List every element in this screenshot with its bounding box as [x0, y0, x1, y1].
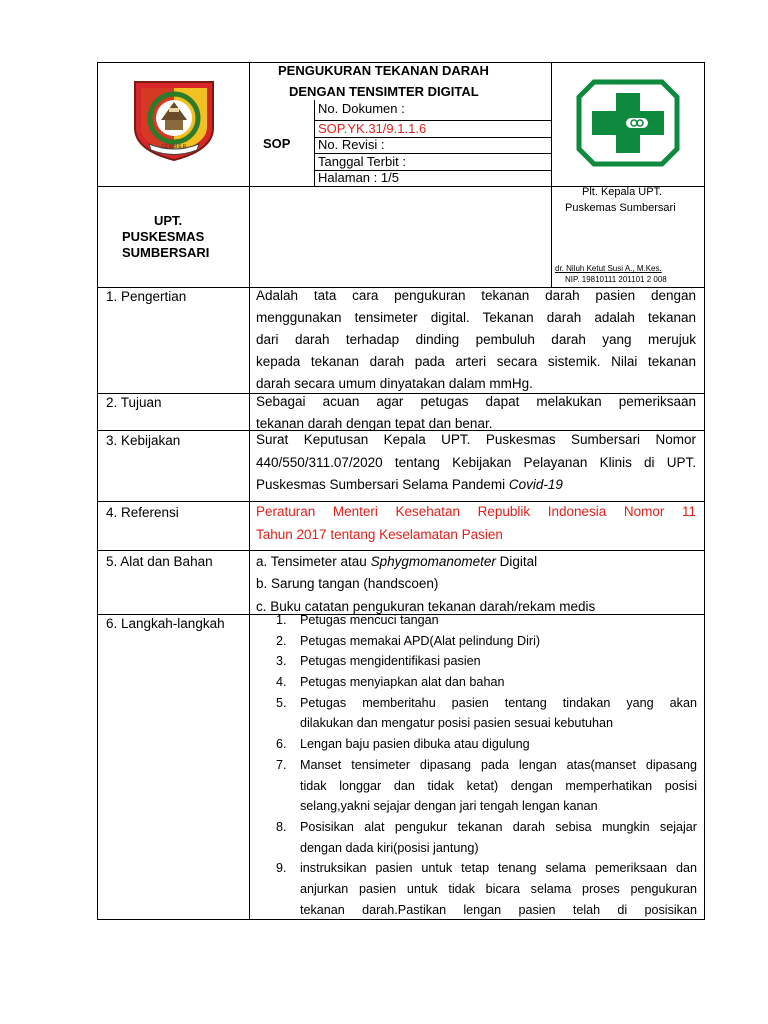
step-text-line: anjurkan pasien untuk tidak bicara selama proses pengukuran — [300, 882, 697, 897]
step-number: 3. — [276, 654, 287, 669]
pengertian-line: menggunakan tensimeter digital. Tekanan darah adalah tekanan — [256, 310, 696, 325]
step-text-line: Petugas memakai APD(Alat pelindung Diri) — [300, 633, 541, 648]
step-text-line: Lengan baju pasien dibuka atau digulung — [300, 737, 530, 752]
step-text-line: dengan dada kiri(posisi jantung) — [300, 840, 479, 855]
step-number: 2. — [276, 633, 287, 648]
doc-number-value: SOP.YK.31/9.1.1.6 — [318, 121, 427, 136]
step-number: 7. — [276, 757, 287, 772]
pengertian-line: kepada tekanan darah pada arteri secara sistemik. Nilai tekanan — [256, 354, 696, 369]
signer-title-line-2: Puskemas Sumbersari — [565, 202, 676, 214]
org-name-line-2: PUSKESMAS — [122, 229, 205, 244]
section-label-referensi: 4. Referensi — [106, 505, 179, 520]
section-label-langkah: 6. Langkah-langkah — [106, 616, 225, 631]
section-label-tujuan: 2. Tujuan — [106, 395, 162, 410]
kebijakan-line-text: Puskesmas Sumbersari Selama Pandemi — [256, 477, 509, 492]
revision-number: No. Revisi : — [318, 137, 385, 152]
kebijakan-line — [256, 477, 696, 492]
step-number: 5. — [276, 695, 287, 710]
kebijakan-italic-covid: Covid-19 — [508, 477, 563, 492]
step-text-line: tidak longgar dan tidak ketat) dengan memperhatikan posisi — [300, 778, 697, 793]
tujuan-line: Sebagai acuan agar petugas dapat melakukan pemeriksaan — [256, 394, 696, 409]
pengertian-line: Adalah tata cara pengukuran tekanan darah pasien dengan — [256, 288, 696, 303]
section-label-kebijakan: 3. Kebijakan — [106, 433, 181, 448]
referensi-line: Peraturan Menteri Kesehatan Republik Indonesia Nomor 11 — [256, 504, 696, 519]
step-number: 8. — [276, 820, 287, 834]
referensi-line: Tahun 2017 tentang Keselamatan Pasien — [256, 527, 503, 542]
alat-item-a-suffix: Digital — [495, 554, 538, 569]
sop-label: SOP — [263, 136, 291, 151]
step-number: 9. — [276, 861, 287, 876]
step-text-line: Manset tensimeter dipasang pada lengan atas(manset dipasang — [300, 757, 697, 772]
emblem-ribbon-text: JEMBER — [161, 144, 188, 150]
step-text-line: Petugas mengidentifikasi pasien — [300, 654, 481, 669]
alat-item-a-prefix: a. Tensimeter atau — [256, 554, 371, 569]
signer-title-line-1: Plt. Kepala UPT. — [582, 186, 663, 198]
step-text-line: selang,yakni sejajar dengan jari tengah lengan kanan — [300, 799, 598, 814]
step-number: 4. — [276, 675, 287, 690]
step-number: 6. — [276, 737, 287, 752]
section-label-alat: 5. Alat dan Bahan — [106, 554, 213, 569]
document-title-line-1: PENGUKURAN TEKANAN DARAH — [278, 63, 489, 78]
kebijakan-line: 440/550/311.07/2020 tentang Kebijakan Pelayanan Klinis di UPT. — [256, 455, 696, 470]
step-text-line: tekanan darah.Pastikan lengan pasien telah di posisikan — [300, 902, 697, 917]
issue-date: Tanggal Terbit : — [318, 154, 406, 169]
step-number: 1. — [276, 613, 287, 627]
alat-item-a-italic: Sphygmomanometer — [370, 554, 496, 569]
step-text-line: instruksikan pasien untuk tetap tenang selama pemeriksaan dan — [300, 861, 697, 876]
step-text-line: Petugas mencuci tangan — [300, 613, 439, 627]
step-text-line: dilakukan dan mengatur posisi pasien sesuai kebutuhan — [300, 716, 613, 731]
page-count: Halaman : 1/5 — [318, 170, 399, 185]
org-name-line-1: UPT. — [154, 213, 183, 228]
puskesmas-logo — [576, 79, 680, 167]
pengertian-line: darah secara umum dinyatakan dalam mmHg. — [256, 376, 533, 391]
signer-name: dr. Niluh Ketut Susi A., M.Kes. — [555, 264, 662, 273]
signer-nip: NIP. 19810111 201101 2 008 — [565, 275, 667, 284]
alat-item-b: b. Sarung tangan (handscoen) — [256, 576, 439, 591]
doc-number-label: No. Dokumen : — [318, 101, 405, 116]
document-title-line-2: DENGAN TENSIMTER DIGITAL — [289, 84, 479, 99]
step-text-line: Petugas memberitahu pasien tentang tindakan yang akan — [300, 695, 697, 710]
tujuan-line: tekanan darah dengan tepat dan benar. — [256, 416, 493, 431]
kebijakan-line: Surat Keputusan Kepala UPT. Puskesmas Sumbersari Nomor — [256, 432, 696, 447]
alat-item-c: c. Buku catatan pengukuran tekanan darah/rekam medis — [256, 599, 596, 614]
jember-emblem-logo — [131, 80, 217, 162]
pengertian-line: dari darah terhadap dinding pembuluh darah yang merujuk — [256, 332, 696, 347]
step-text-line: Posisikan alat pengukur tekanan darah sebisa mungkin sejajar — [300, 820, 697, 834]
step-text-line: Petugas menyiapkan alat dan bahan — [300, 675, 505, 690]
alat-item-a — [256, 553, 537, 571]
section-label-pengertian: 1. Pengertian — [106, 289, 187, 304]
org-name-line-3: SUMBERSARI — [122, 245, 210, 260]
